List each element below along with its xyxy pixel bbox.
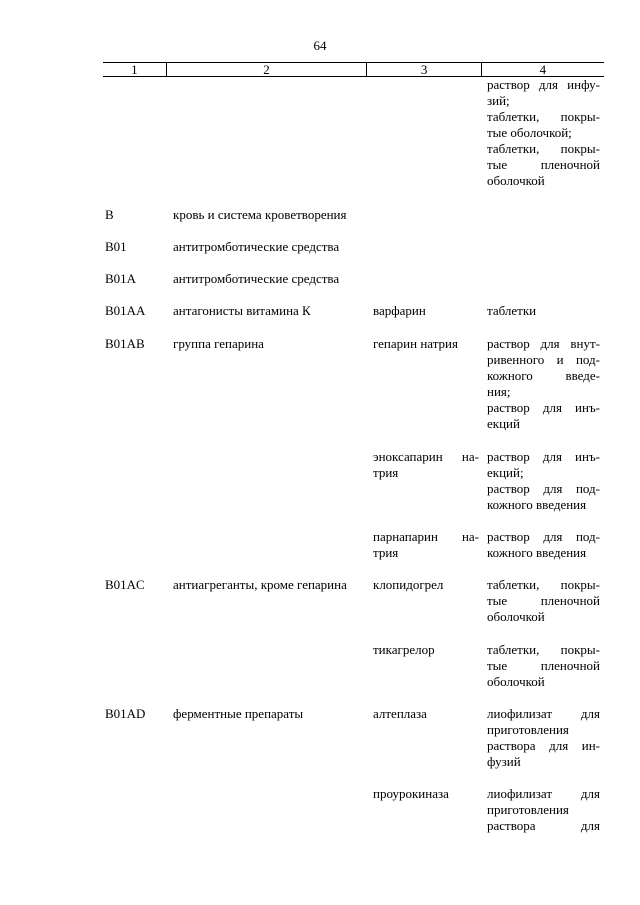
row-4-dosage-forms: таблетки — [487, 303, 537, 318]
row-4-group: антагонисты витамина К — [173, 303, 311, 318]
header-col-4: 4 — [481, 63, 604, 77]
row-5-code: B01AB — [105, 336, 145, 351]
row-2-group: антитромботические средства — [173, 239, 340, 254]
row-5-dosage-forms: раствор для внут- ривенного и под- кожного введе- ния; раствор для инъ- екций — [487, 336, 600, 431]
page-number: 64 — [313, 38, 327, 53]
row-8-code: B01AC — [105, 577, 145, 592]
row-8-dosage-forms: таблетки, покры- тые пленочной оболочкой — [487, 577, 600, 624]
row-8-drug: клопидогрел — [373, 577, 444, 592]
header-col-1: 1 — [103, 63, 166, 77]
row-4-code: B01AA — [105, 303, 146, 318]
header-col-3: 3 — [367, 63, 481, 77]
row-7-drug: парнапарин на- трия — [373, 529, 479, 560]
row-10-drug: алтеплаза — [373, 706, 427, 721]
row-11-drug: проурокиназа — [373, 786, 449, 801]
row-1-code: B — [105, 207, 114, 222]
header-col-2: 2 — [166, 63, 367, 77]
row-1-group: кровь и система кроветворения — [173, 207, 347, 222]
row-11-dosage-forms: лиофилизат для приготовления раствора для — [487, 786, 600, 833]
column-number-header — [103, 62, 604, 77]
row-10-dosage-forms: лиофилизат для приготовления раствора для ин- фузий — [487, 706, 600, 769]
row-2-code: B01 — [105, 239, 127, 254]
row-10-group: ферментные препараты — [173, 706, 304, 721]
row-7-dosage-forms: раствор для под- кожного введения — [487, 529, 600, 560]
row-9-drug: тикагрелор — [373, 642, 435, 657]
row-3-code: B01A — [105, 271, 137, 286]
row-0-dosage-forms: раствор для инфу- зий; таблетки, покры- тые оболочкой; таблетки, покры- тые пленочной оболочкой — [487, 77, 600, 188]
row-9-dosage-forms: таблетки, покры- тые пленочной оболочкой — [487, 642, 600, 689]
row-4-drug: варфарин — [373, 303, 426, 318]
row-3-group: антитромботические средства — [173, 271, 340, 286]
row-10-code: B01AD — [105, 706, 146, 721]
row-6-dosage-forms: раствор для инъ- екций; раствор для под- кожного введения — [487, 449, 600, 512]
row-6-drug: эноксапарин на- трия — [373, 449, 479, 480]
row-5-group: группа гепарина — [173, 336, 264, 351]
row-8-group: антиагреганты, кроме гепарина — [173, 577, 347, 592]
row-5-drug: гепарин натрия — [373, 336, 458, 351]
